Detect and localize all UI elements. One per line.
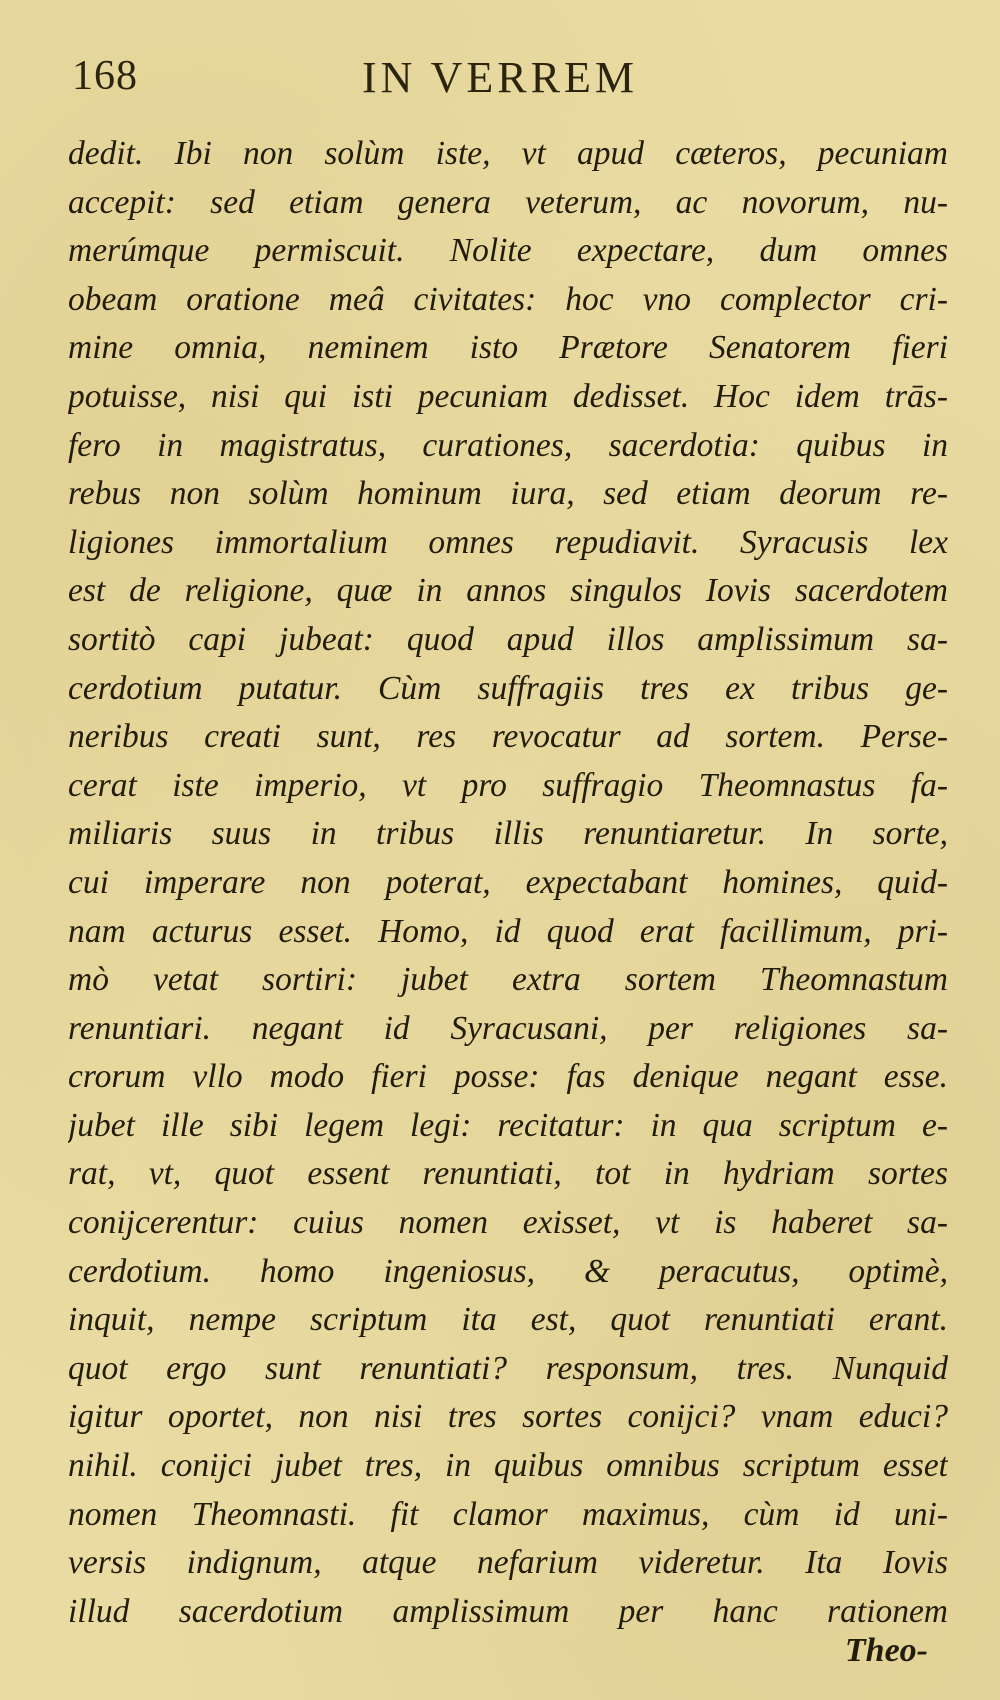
text-line: cerdotium. homo ingeniosus, & peracutus, optimè,: [68, 1252, 948, 1290]
text-line: nomen Theomnasti. fit clamor maximus, cùm id uni-: [68, 1495, 948, 1533]
text-line: cui imperare non poterat, expectabant homines, quid-: [68, 863, 948, 901]
text-line: cerat iste imperio, vt pro suffragio Theomnastus fa-: [68, 766, 948, 804]
text-line: inquit, nempe scriptum ita est, quot renuntiati erant.: [68, 1301, 948, 1339]
text-line: crorum vllo modo fieri posse: fas denique negant esse.: [68, 1058, 948, 1096]
text-line: accepit: sed etiam genera veterum, ac novorum, nu-: [68, 183, 948, 221]
text-line: miliaris suus in tribus illis renuntiaretur. In sorte,: [68, 815, 948, 853]
text-line: mò vetat sortiri: jubet extra sortem Theomnastum: [68, 961, 948, 999]
running-head: IN VERREM: [362, 53, 638, 102]
text-line: versis indignum, atque nefarium videretur. Ita Iovis: [68, 1544, 948, 1582]
text-line: potuisse, nisi qui isti pecuniam dedisset. Hoc idem trās-: [68, 377, 948, 415]
text-line: igitur oportet, non nisi tres sortes conijci? vnam educi?: [68, 1398, 948, 1436]
body-text: [68, 130, 948, 1636]
text-line: cerdotium putatur. Cùm suffragiis tres ex tribus ge-: [68, 669, 948, 707]
text-line: neribus creati sunt, res revocatur ad sortem. Perse-: [68, 718, 948, 756]
text-line: jubet ille sibi legem legi: recitatur: in qua scriptum e-: [68, 1106, 948, 1144]
text-line: renuntiari. negant id Syracusani, per religiones sa-: [68, 1009, 948, 1047]
text-line: rebus non solùm hominum iura, sed etiam deorum re-: [68, 475, 948, 513]
text-line: fero in magistratus, curationes, sacerdotia: quibus in: [68, 426, 948, 464]
text-line: quot ergo sunt renuntiati? responsum, tres. Nunquid: [68, 1349, 948, 1387]
text-line: rat, vt, quot essent renuntiati, tot in hydriam sortes: [68, 1155, 948, 1193]
text-line: conijcerentur: cuius nomen exisset, vt is haberet sa-: [68, 1204, 948, 1242]
text-line: obeam oratione meâ civitates: hoc vno complector cri-: [68, 280, 948, 318]
text-line: illud sacerdotium amplissimum per hanc rationem: [68, 1592, 948, 1630]
text-line: ligiones immortalium omnes repudiavit. Syracusis lex: [68, 523, 948, 561]
text-line: est de religione, quæ in annos singulos Iovis sacerdotem: [68, 572, 948, 610]
text-line: sortitò capi jubeat: quod apud illos amplissimum sa-: [68, 620, 948, 658]
page-number: 168: [72, 53, 138, 99]
text-line: merúmque permiscuit. Nolite expectare, dum omnes: [68, 232, 948, 270]
text-line: dedit. Ibi non solùm iste, vt apud cæteros, pecuniam: [68, 135, 948, 172]
text-line: mine omnia, neminem isto Prætore Senatorem fieri: [68, 329, 948, 367]
page-header: [72, 52, 942, 112]
catchword: Theo-: [844, 1632, 928, 1669]
text-line: nam acturus esset. Homo, id quod erat facillimum, pri-: [68, 912, 948, 950]
text-line: nihil. conijci jubet tres, in quibus omnibus scriptum esset: [68, 1447, 948, 1485]
